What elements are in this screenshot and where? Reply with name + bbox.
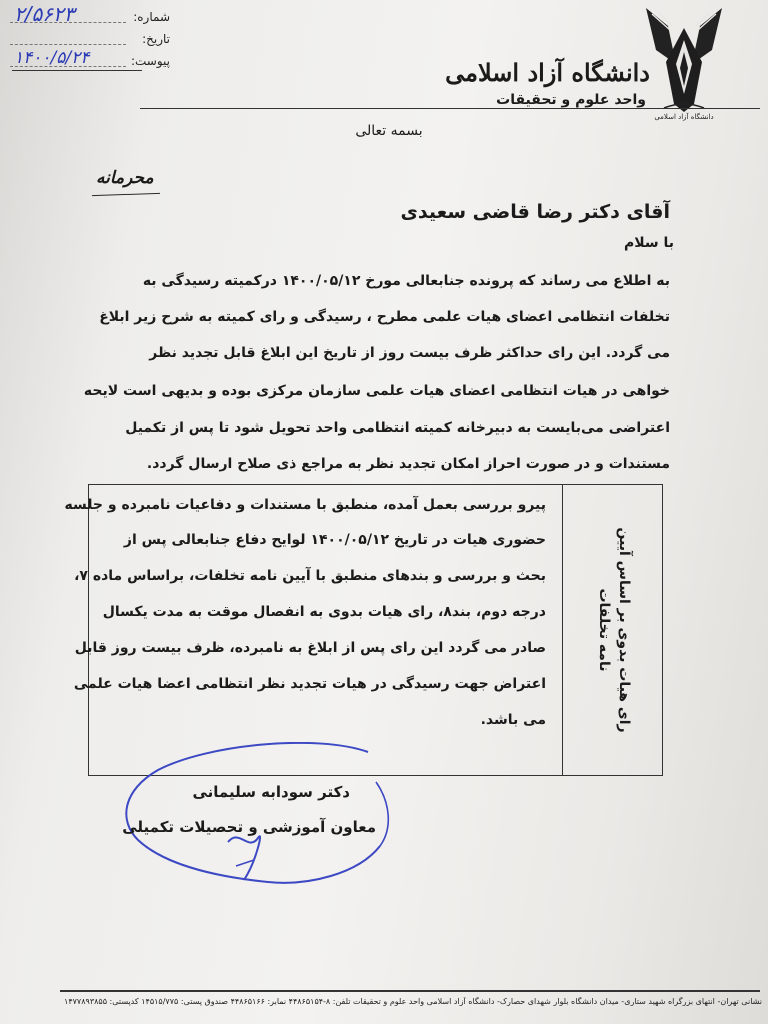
body-line: می گردد. این رای حداکثر ظرف بیست روز از تاریخ این ابلاغ قابل تجدید نظر xyxy=(149,345,670,361)
signer-title: معاون آموزشی و تحصیلات تکمیلی xyxy=(122,818,376,836)
attachment-value: ۱۴۰۰/۵/۲۴ xyxy=(14,48,90,68)
signature-stamp-icon xyxy=(118,742,408,892)
confidential-underline xyxy=(92,193,160,196)
number-label: شماره: xyxy=(133,10,170,24)
body-line: خواهی در هیات انتظامی اعضای هیات علمی سازمان مرکزی بوده و بدیهی است لایحه xyxy=(83,383,670,399)
date-row xyxy=(10,28,170,50)
verdict-line: می باشد. xyxy=(480,712,546,728)
verdict-line: صادر می گردد این رای پس از ابلاغ به نامبرده، ظرف بیست روز قابل xyxy=(74,640,546,656)
verdict-box-divider xyxy=(562,484,563,776)
bismillah: بسمه تعالی xyxy=(355,123,423,139)
body-line: به اطلاع می رساند که پرونده جنابعالی مورخ ۱۴۰۰/۰۵/۱۲ درکمیته رسیدگی به xyxy=(142,273,670,289)
verdict-line: حضوری هیات در تاریخ ۱۴۰۰/۰۵/۱۲ لوایح دفاع جنابعالی پس از xyxy=(123,532,546,548)
header-rule xyxy=(140,108,760,109)
date-line xyxy=(10,44,126,45)
signer-name: دکتر سودابه سلیمانی xyxy=(192,783,350,801)
verdict-line: اعتراض جهت رسیدگی در هیات تجدید نظر انتظامی اعضا هیات علمی xyxy=(73,676,546,692)
verdict-line: بحث و بررسی و بندهای منطبق با آیین نامه تخلفات، براساس ماده ۷، xyxy=(74,568,546,584)
verdict-side-heading: رای هیات بدوی بر اساس آیین نامه تخلفات xyxy=(596,527,632,733)
svg-text:دانشگاه آزاد اسلامی: دانشگاه آزاد اسلامی xyxy=(654,113,714,121)
attachment-row xyxy=(10,50,170,72)
footer-address: نشانی تهران- انتهای بزرگراه شهید ستاری- میدان دانشگاه بلوار شهدای حصارک- دانشگاه آزاد اسلامی واحد علوم و تحقیقات تلفن: ۸-۴۴۸۶۵۱۵۴ نمابر: ۴۴۸۶۵۱۶۶ صندوق پستی: ۱۴۵۱۵/۷۷۵ کدپستی: ۱۴۷۷۸۹۳۸۵۵ xyxy=(64,997,762,1006)
letter-meta xyxy=(10,2,170,72)
verdict-line: درجه دوم، بند۸، رای هیات بدوی به انفصال موقت به مدت یکسال xyxy=(102,604,546,620)
branch-name: واحد علوم و تحقیقات xyxy=(496,92,646,108)
verdict-side-cell xyxy=(565,484,663,776)
addressee: آقای دکتر رضا قاضی سعیدی xyxy=(400,201,670,223)
verdict-line: پیرو بررسی بعمل آمده، منطبق با مستندات و دفاعیات نامبرده و جلسه xyxy=(64,497,546,513)
attachment-label: پیوست: xyxy=(130,54,170,68)
number-value: ۲/۵۶۲۳ xyxy=(14,2,75,26)
confidential-mark: محرمانه xyxy=(96,168,154,188)
footer-rule xyxy=(60,990,760,992)
date-label: تاریخ: xyxy=(142,32,170,46)
header-rule-left xyxy=(12,70,142,71)
body-line: اعتراضی می‌بایست به دبیرخانه کمیته انتظامی واحد تحویل شود تا پس از تکمیل xyxy=(125,420,670,436)
number-row xyxy=(10,2,170,28)
body-line: تخلفات انتظامی اعضای هیات علمی مطرح ، رسیدگی و رای کمیته به شرح زیر ابلاغ xyxy=(99,309,670,325)
university-name: دانشگاه آزاد اسلامی xyxy=(445,58,650,87)
university-logo-icon xyxy=(642,4,726,122)
body-line: مستندات و در صورت احراز امکان تجدید نظر به مراجع ذی صلاح ارسال گردد. xyxy=(146,456,670,472)
salutation: با سلام xyxy=(623,235,674,251)
